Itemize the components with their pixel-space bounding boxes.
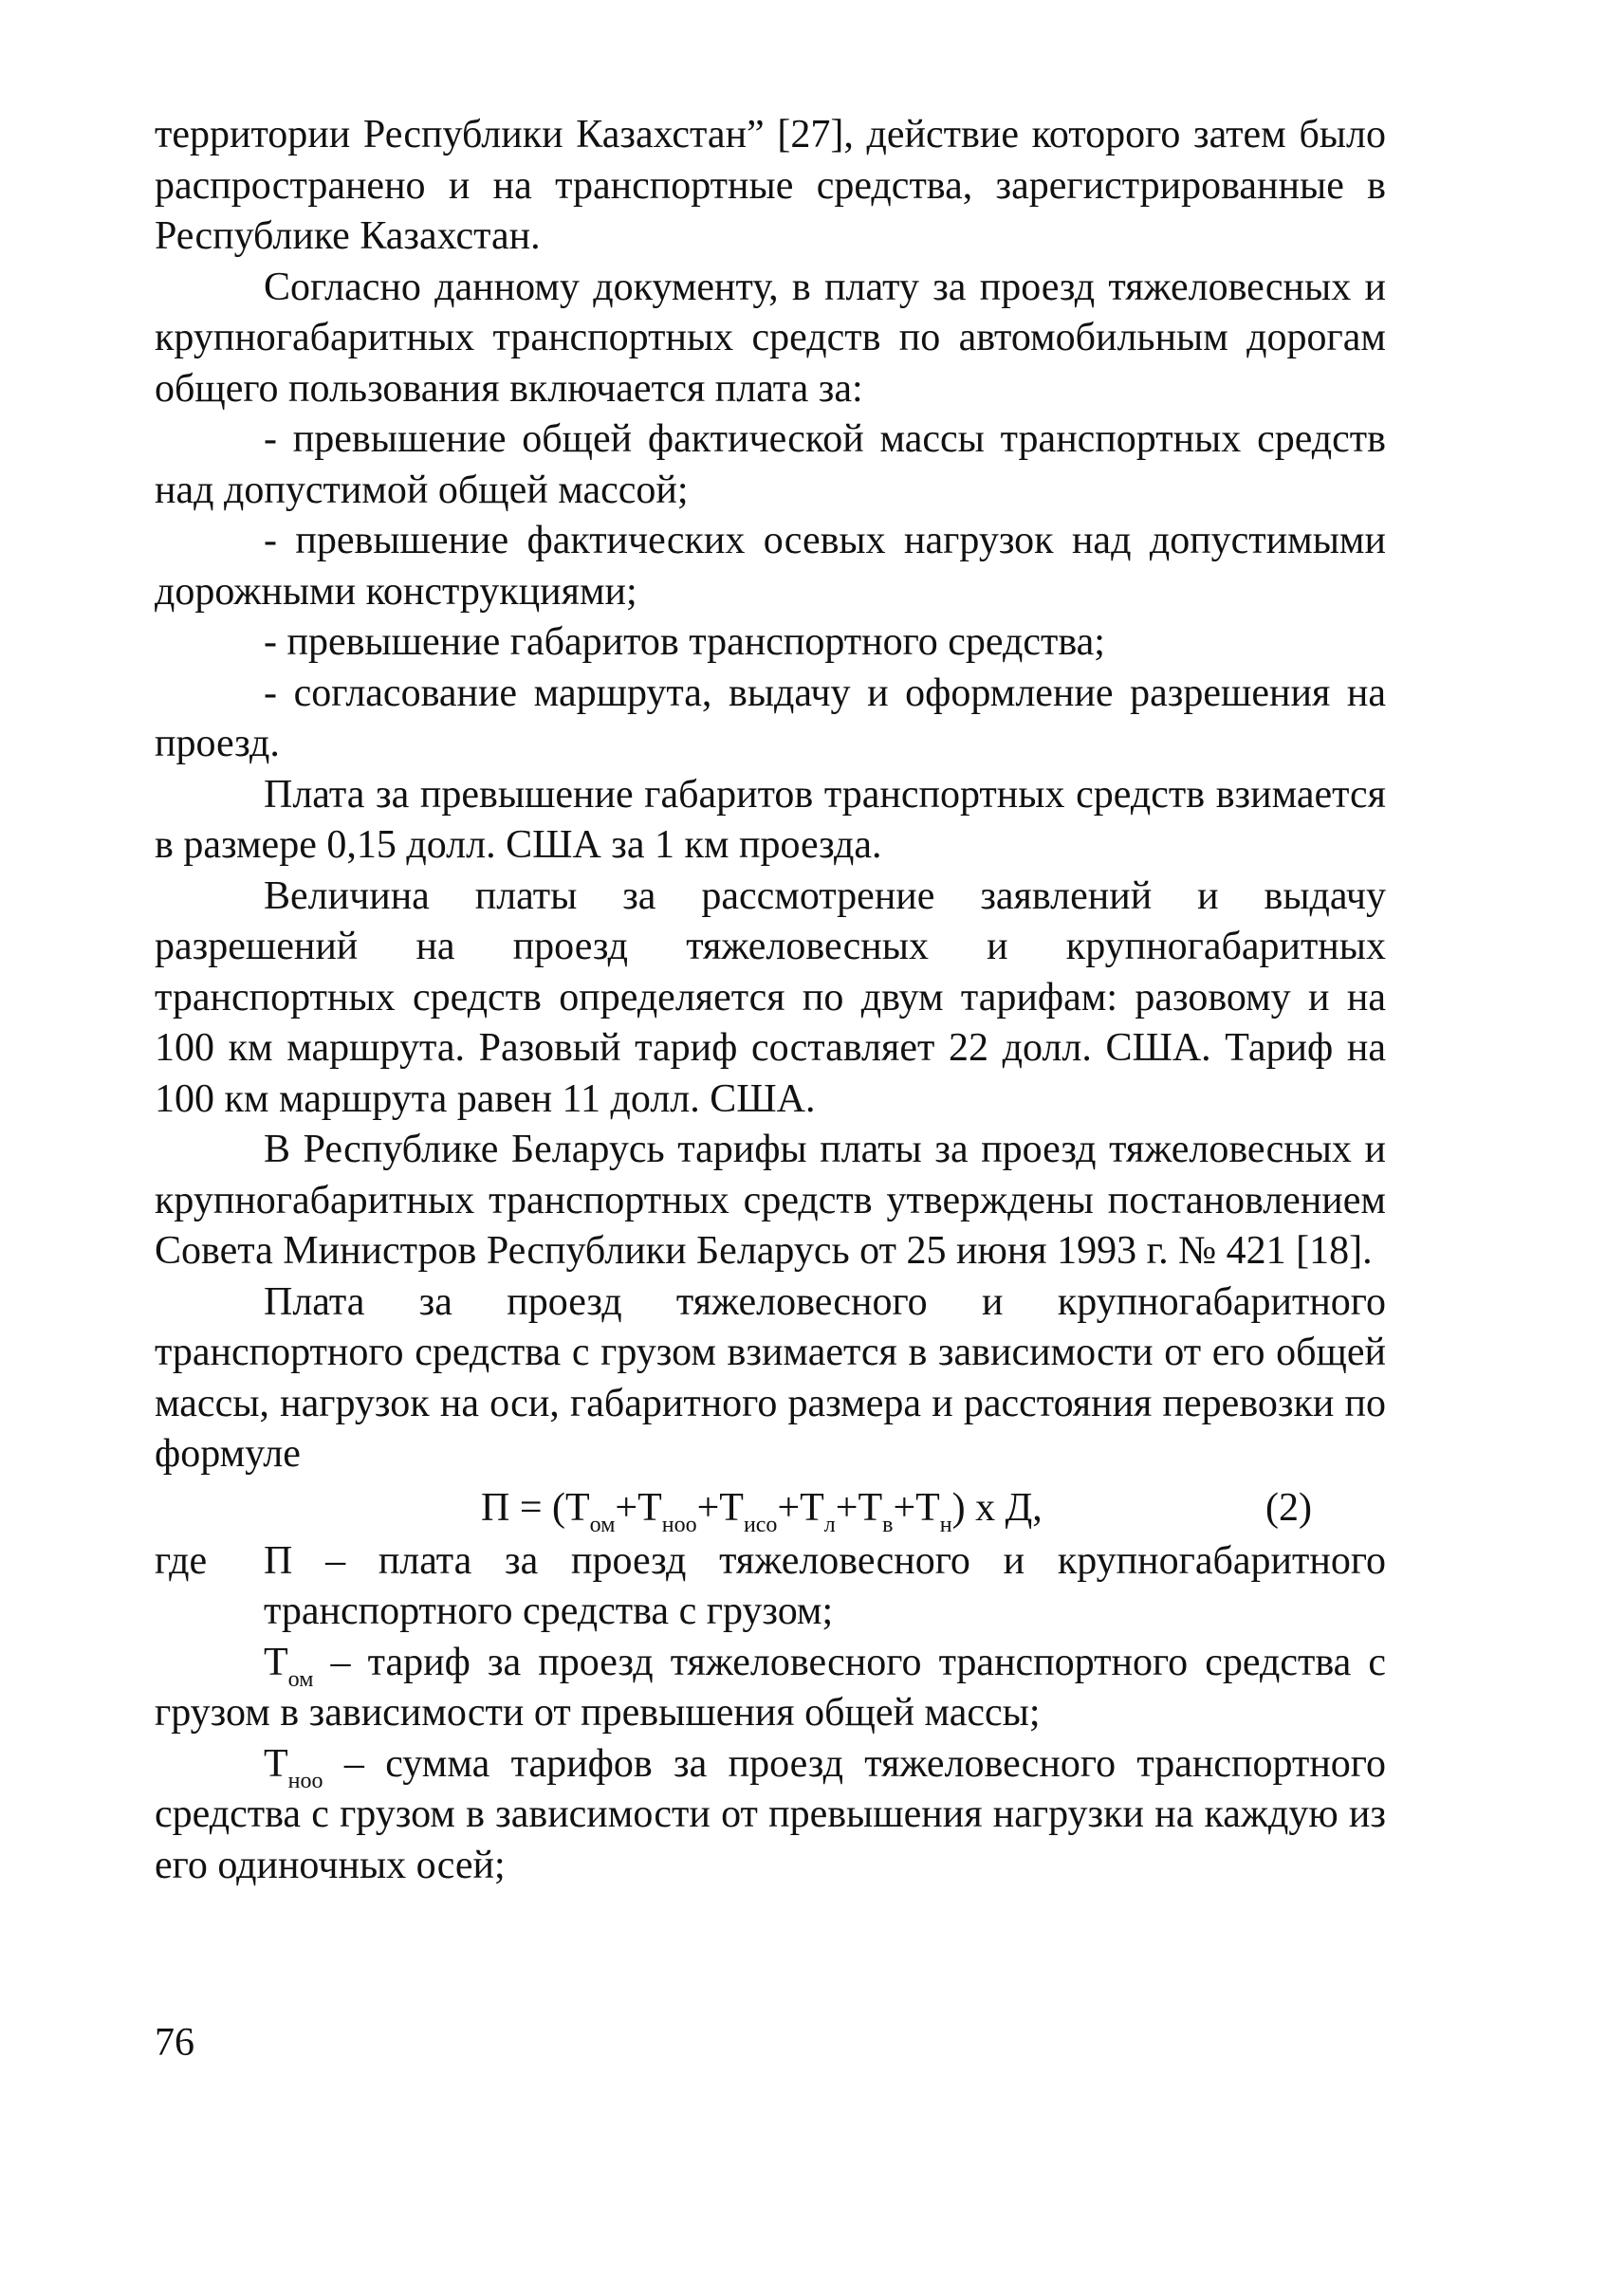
paragraph: Плата за превышение габаритов транспортных средств взимается в размере 0,15 долл. США за 1 км проезда. bbox=[155, 772, 1386, 867]
page-number: 76 bbox=[155, 2021, 194, 2065]
body-text bbox=[155, 110, 1386, 1891]
paragraph: В Республике Беларусь тарифы платы за проезд тяжеловесных и крупногабаритных транспортных средств утверждены постановлением Совета Министров Республики Беларусь от 25 июня 1993 г. № 421 [18]. bbox=[155, 1128, 1386, 1273]
definition: $Т_{ноо}$ – сумма тарифов за проезд тяжеловесного транспортного средства с грузом в зависимости от превышения нагрузки на каждую из его одиночных осей; bbox=[155, 1741, 1386, 1887]
definition-first bbox=[155, 1536, 1386, 1638]
definition: $Т_{ом}$ – тариф за проезд тяжеловесного транспортного средства с грузом в зависимости от превышения общей массы; bbox=[155, 1640, 1386, 1735]
where-word: где bbox=[155, 1538, 208, 1583]
formula-line bbox=[155, 1483, 1386, 1536]
definition-text: П – плата за проезд тяжеловесного и крупногабаритного транспортного средства с грузом; bbox=[264, 1538, 1386, 1633]
paragraph-continuation: территории Республики Казахстан” [27], действие которого затем было распространено и на транспортные средства, зарегистрированные в Республике Казахстан. bbox=[155, 113, 1386, 258]
paragraph: Величина платы за рассмотрение заявлений и выдачу разрешений на проезд тяжеловесных и крупногабаритных транспортных средств определяется по двум тарифам: разовому и на 100 км маршрута. Разовый тариф составляет 22 долл. США. Тариф на 100 км маршрута равен 11 долл. США. bbox=[155, 873, 1386, 1121]
equation-number: (2) bbox=[1265, 1485, 1312, 1530]
formula: $П = (Т_{ом}+Т_{ноо}+Т_{исо}+Т_л+Т_в+Т_н)$ х Д, bbox=[481, 1485, 1043, 1537]
list-item: - превышение габаритов транспортного средства; bbox=[264, 620, 1105, 664]
list-item: - превышение фактических осевых нагрузок над допустимыми дорожными конструкциями; bbox=[155, 519, 1386, 614]
list-item: - согласование маршрута, выдачу и оформление разрешения на проезд. bbox=[155, 670, 1386, 765]
paragraph: Согласно данному документу, в плату за проезд тяжеловесных и крупногабаритных транспортных средств по автомобильным дорогам общего пользования включается плата за: bbox=[155, 265, 1386, 411]
paragraph: Плата за проезд тяжеловесного и крупногабаритного транспортного средства с грузом взимается в зависимости от его общей массы, нагрузок на оси, габаритного размера и расстояния перевозки по формуле bbox=[155, 1279, 1386, 1476]
list-item: - превышение общей фактической массы транспортных средств над допустимой общей массой; bbox=[155, 417, 1386, 512]
